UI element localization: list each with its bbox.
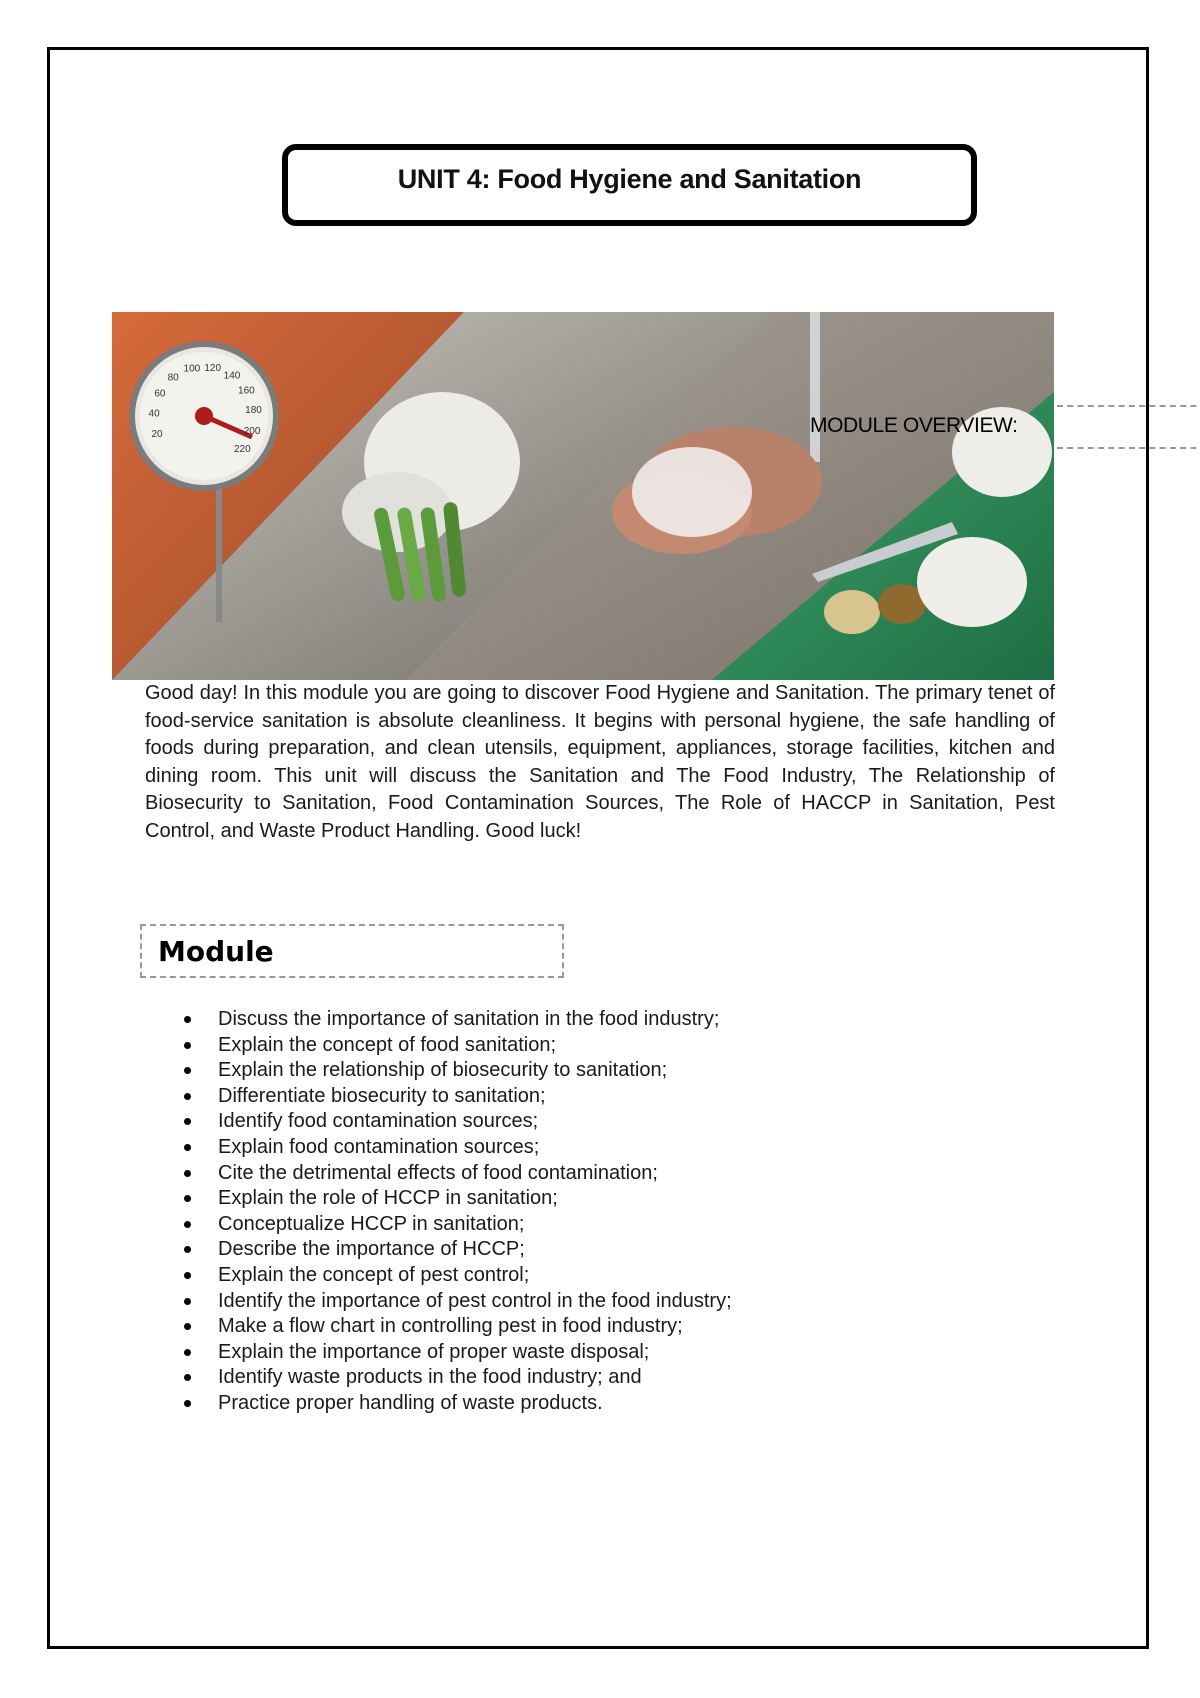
- list-item: Explain the relationship of biosecurity to sanitation;: [178, 1058, 732, 1084]
- bullet-icon: [184, 1067, 191, 1074]
- list-item: Identify waste products in the food industry; and: [178, 1365, 732, 1391]
- bullet-icon: [184, 1323, 191, 1330]
- list-item: Cite the detrimental effects of food contamination;: [178, 1161, 732, 1187]
- module-heading: Module: [158, 935, 274, 968]
- module-overview-label: MODULE OVERVIEW:: [810, 414, 1018, 437]
- bullet-icon: [184, 1144, 191, 1151]
- gauge-tick-label: 100: [183, 363, 201, 375]
- gauge-tick-label: 40: [148, 408, 160, 420]
- bullet-icon: [184, 1349, 191, 1356]
- overview-frame: [1057, 405, 1200, 449]
- gauge-tick-label: 80: [167, 372, 179, 384]
- bullet-icon: [184, 1118, 191, 1125]
- bullet-icon: [184, 1374, 191, 1381]
- list-item: Make a flow chart in controlling pest in food industry;: [178, 1314, 732, 1340]
- gauge-tick-label: 220: [233, 444, 251, 456]
- bullet-icon: [184, 1298, 191, 1305]
- list-item: Identify food contamination sources;: [178, 1109, 732, 1135]
- gauge-tick-label: 160: [238, 385, 255, 397]
- unit-title-box: [282, 144, 977, 226]
- list-item: Describe the importance of HCCP;: [178, 1237, 732, 1263]
- bullet-icon: [184, 1221, 191, 1228]
- list-item: Identify the importance of pest control in the food industry;: [178, 1289, 732, 1315]
- gauge-tick-label: 60: [154, 388, 166, 400]
- list-item: Conceptualize HCCP in sanitation;: [178, 1212, 732, 1238]
- list-item: Practice proper handling of waste products.: [178, 1391, 732, 1417]
- module-heading-box: [140, 924, 564, 978]
- list-item: Discuss the importance of sanitation in the food industry;: [178, 1007, 732, 1033]
- list-item: Explain food contamination sources;: [178, 1135, 732, 1161]
- gauge-tick-label: 200: [243, 425, 261, 437]
- gauge-tick-label: 180: [245, 405, 262, 416]
- gauge-tick-label: 120: [204, 362, 222, 374]
- gauge-tick-label: 20: [151, 429, 163, 441]
- unit-title: UNIT 4: Food Hygiene and Sanitation: [397, 164, 862, 194]
- objectives-list: [178, 1007, 732, 1417]
- bullet-icon: [184, 1195, 191, 1202]
- list-item: Explain the concept of food sanitation;: [178, 1033, 732, 1059]
- banner-image: [112, 312, 1054, 680]
- list-item: Explain the role of HCCP in sanitation;: [178, 1186, 732, 1212]
- gauge-tick-label: 140: [223, 370, 241, 382]
- banner-illustration: [112, 312, 1054, 680]
- list-item: Differentiate biosecurity to sanitation;: [178, 1084, 732, 1110]
- bullet-icon: [184, 1016, 191, 1023]
- overview-paragraph: Good day! In this module you are going to discover Food Hygiene and Sanitation. The primary tenet of food-service sanitation is absolute cleanliness. It begins with personal hygiene, the safe handling of foods during preparation, and clean utensils, equipment, appliances, storage facilities, kitchen and dining room. This unit will discuss the Sanitation and The Food Industry, The Relationship of Biosecurity to Sanitation, Food Contamination Sources, The Role of HACCP in Sanitation, Pest Control, and Waste Product Handling. Good luck!: [145, 682, 1055, 842]
- list-item: Explain the importance of proper waste disposal;: [178, 1340, 732, 1366]
- bullet-icon: [184, 1170, 191, 1177]
- bullet-icon: [184, 1272, 191, 1279]
- bullet-icon: [184, 1246, 191, 1253]
- bullet-icon: [184, 1042, 191, 1049]
- list-item: Explain the concept of pest control;: [178, 1263, 732, 1289]
- bullet-icon: [184, 1400, 191, 1407]
- bullet-icon: [184, 1093, 191, 1100]
